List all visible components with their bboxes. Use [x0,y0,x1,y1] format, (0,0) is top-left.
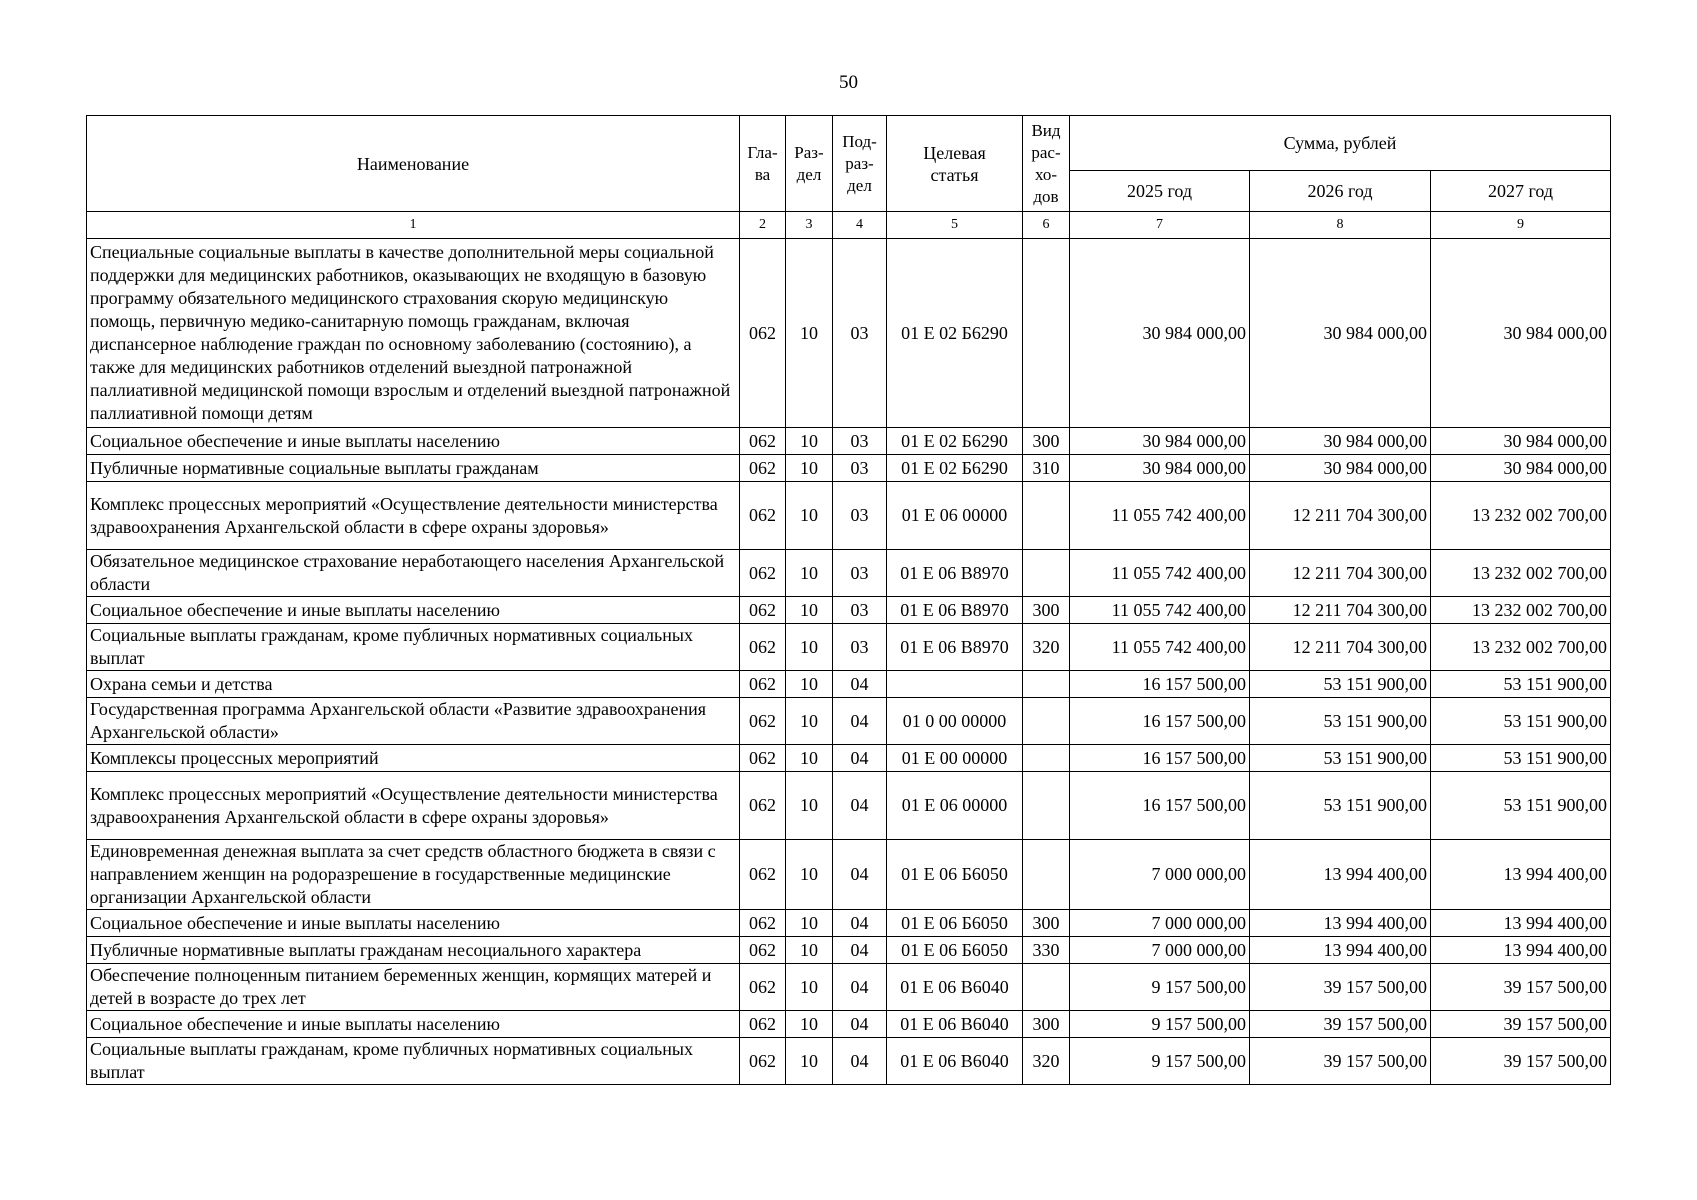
table-row [87,840,1611,910]
cell-name: Обязательное медицинское страхование неработающего населения Архангельской области [87,550,740,597]
cell-razdel: 10 [786,1038,833,1085]
cell-2026: 53 151 900,00 [1250,671,1431,698]
cell-razdel: 10 [786,772,833,840]
cell-2026: 39 157 500,00 [1250,964,1431,1011]
cell-podrazdel: 04 [833,698,887,745]
cell-vid [1023,840,1070,910]
column-number: 4 [833,212,887,239]
cell-glava: 062 [740,482,786,550]
cell-glava: 062 [740,428,786,455]
cell-vid: 300 [1023,910,1070,937]
header-2027: 2027 год [1431,171,1611,212]
cell-2027: 13 232 002 700,00 [1431,482,1611,550]
cell-vid [1023,482,1070,550]
cell-razdel: 10 [786,910,833,937]
cell-target: 01 Е 02 Б6290 [887,428,1023,455]
cell-target: 01 Е 06 В8970 [887,597,1023,624]
cell-name: Социальные выплаты гражданам, кроме публичных нормативных социальных выплат [87,624,740,671]
cell-podrazdel: 04 [833,1038,887,1085]
cell-name: Социальное обеспечение и иные выплаты населению [87,428,740,455]
cell-target: 01 Е 06 В8970 [887,550,1023,597]
column-number: 6 [1023,212,1070,239]
cell-2026: 12 211 704 300,00 [1250,550,1431,597]
table-body [87,212,1611,1085]
budget-table [86,115,1611,1085]
column-number: 1 [87,212,740,239]
cell-2026: 12 211 704 300,00 [1250,482,1431,550]
cell-podrazdel: 04 [833,937,887,964]
cell-2026: 13 994 400,00 [1250,910,1431,937]
cell-2027: 53 151 900,00 [1431,698,1611,745]
cell-2026: 39 157 500,00 [1250,1011,1431,1038]
cell-2027: 13 994 400,00 [1431,840,1611,910]
table-row [87,937,1611,964]
cell-2026: 30 984 000,00 [1250,455,1431,482]
cell-2027: 13 232 002 700,00 [1431,550,1611,597]
table-row [87,550,1611,597]
table-row [87,1011,1611,1038]
cell-target: 01 Е 06 В6040 [887,1038,1023,1085]
table-row [87,597,1611,624]
cell-2026: 30 984 000,00 [1250,428,1431,455]
cell-2027: 30 984 000,00 [1431,239,1611,428]
cell-2027: 13 994 400,00 [1431,910,1611,937]
cell-name: Комплекс процессных мероприятий «Осуществление деятельности министерства здравоохранения Архангельской области в сфере охраны здоровья» [87,772,740,840]
cell-target [887,671,1023,698]
page-number: 50 [839,72,858,93]
cell-vid: 320 [1023,624,1070,671]
cell-podrazdel: 03 [833,624,887,671]
cell-razdel: 10 [786,671,833,698]
cell-vid [1023,550,1070,597]
cell-vid [1023,964,1070,1011]
header-podrazdel: Под- раз- дел [833,116,887,212]
cell-vid: 300 [1023,428,1070,455]
column-number: 2 [740,212,786,239]
cell-glava: 062 [740,671,786,698]
cell-2026: 12 211 704 300,00 [1250,624,1431,671]
cell-name: Комплекс процессных мероприятий «Осуществление деятельности министерства здравоохранения Архангельской области в сфере охраны здоровья» [87,482,740,550]
cell-name: Специальные социальные выплаты в качестве дополнительной меры социальной поддержки для медицинских работников, оказывающих не входящую в базовую программу обязательного медицинского страхования скорую медицинскую помощь, первичную медико-санитарную помощь гражданам, включая диспансерное наблюдение граждан по основному заболеванию (состоянию), а также для медицинских работников отделений выездной патронажной паллиативной медицинской помощи взрослым и отделений выездной патронажной паллиативной помощи детям [87,239,740,428]
cell-vid [1023,772,1070,840]
header-2026: 2026 год [1250,171,1431,212]
cell-2027: 13 232 002 700,00 [1431,597,1611,624]
cell-name: Социальное обеспечение и иные выплаты населению [87,597,740,624]
cell-razdel: 10 [786,745,833,772]
cell-2026: 53 151 900,00 [1250,745,1431,772]
cell-name: Государственная программа Архангельской области «Развитие здравоохранения Архангельской области» [87,698,740,745]
cell-2027: 39 157 500,00 [1431,1011,1611,1038]
cell-target: 01 Е 06 В6040 [887,964,1023,1011]
table-row [87,624,1611,671]
cell-2025: 7 000 000,00 [1070,910,1250,937]
cell-podrazdel: 04 [833,964,887,1011]
cell-2025: 11 055 742 400,00 [1070,482,1250,550]
table-header [87,116,1611,212]
cell-target: 01 Е 06 00000 [887,482,1023,550]
cell-razdel: 10 [786,840,833,910]
cell-2027: 13 994 400,00 [1431,937,1611,964]
cell-vid: 310 [1023,455,1070,482]
cell-podrazdel: 03 [833,550,887,597]
cell-podrazdel: 04 [833,1011,887,1038]
cell-2025: 11 055 742 400,00 [1070,597,1250,624]
column-number: 5 [887,212,1023,239]
cell-2025: 16 157 500,00 [1070,671,1250,698]
cell-glava: 062 [740,597,786,624]
cell-target: 01 Е 06 Б6050 [887,910,1023,937]
cell-2025: 7 000 000,00 [1070,937,1250,964]
cell-name: Комплексы процессных мероприятий [87,745,740,772]
cell-2026: 13 994 400,00 [1250,937,1431,964]
cell-razdel: 10 [786,482,833,550]
cell-target: 01 Е 06 В6040 [887,1011,1023,1038]
cell-vid [1023,698,1070,745]
cell-podrazdel: 03 [833,428,887,455]
table-row [87,772,1611,840]
cell-target: 01 Е 06 00000 [887,772,1023,840]
cell-2027: 30 984 000,00 [1431,455,1611,482]
cell-razdel: 10 [786,698,833,745]
table-row [87,698,1611,745]
cell-glava: 062 [740,550,786,597]
header-target: Целевая статья [887,116,1023,212]
cell-2026: 12 211 704 300,00 [1250,597,1431,624]
table-row [87,671,1611,698]
cell-2025: 9 157 500,00 [1070,1011,1250,1038]
cell-podrazdel: 03 [833,239,887,428]
cell-name: Социальные выплаты гражданам, кроме публичных нормативных социальных выплат [87,1038,740,1085]
cell-2027: 30 984 000,00 [1431,428,1611,455]
cell-podrazdel: 04 [833,772,887,840]
cell-razdel: 10 [786,239,833,428]
cell-2025: 11 055 742 400,00 [1070,550,1250,597]
table-row [87,482,1611,550]
cell-glava: 062 [740,772,786,840]
cell-glava: 062 [740,624,786,671]
column-number: 7 [1070,212,1250,239]
cell-vid: 330 [1023,937,1070,964]
cell-2026: 53 151 900,00 [1250,698,1431,745]
column-number-row [87,212,1611,239]
table-row [87,1038,1611,1085]
cell-target: 01 Е 06 Б6050 [887,937,1023,964]
cell-glava: 062 [740,937,786,964]
cell-2027: 53 151 900,00 [1431,772,1611,840]
cell-name: Социальное обеспечение и иные выплаты населению [87,1011,740,1038]
header-razdel: Раз- дел [786,116,833,212]
table-row [87,910,1611,937]
cell-razdel: 10 [786,937,833,964]
cell-2026: 30 984 000,00 [1250,239,1431,428]
cell-glava: 062 [740,1038,786,1085]
cell-vid: 300 [1023,1011,1070,1038]
cell-vid: 300 [1023,597,1070,624]
cell-2025: 16 157 500,00 [1070,745,1250,772]
cell-podrazdel: 04 [833,671,887,698]
cell-podrazdel: 03 [833,455,887,482]
cell-name: Обеспечение полноценным питанием беременных женщин, кормящих матерей и детей в возрасте до трех лет [87,964,740,1011]
header-glava: Гла- ва [740,116,786,212]
cell-glava: 062 [740,698,786,745]
cell-name: Единовременная денежная выплата за счет средств областного бюджета в связи с направлением женщин на родоразрешение в государственные медицинские организации Архангельской области [87,840,740,910]
cell-razdel: 10 [786,455,833,482]
cell-target: 01 0 00 00000 [887,698,1023,745]
column-number: 8 [1250,212,1431,239]
cell-2025: 16 157 500,00 [1070,698,1250,745]
cell-2026: 53 151 900,00 [1250,772,1431,840]
cell-name: Публичные нормативные социальные выплаты гражданам [87,455,740,482]
cell-glava: 062 [740,964,786,1011]
cell-glava: 062 [740,1011,786,1038]
cell-2026: 39 157 500,00 [1250,1038,1431,1085]
column-number: 3 [786,212,833,239]
cell-target: 01 Е 00 00000 [887,745,1023,772]
cell-glava: 062 [740,910,786,937]
cell-2025: 9 157 500,00 [1070,964,1250,1011]
cell-glava: 062 [740,745,786,772]
header-sum: Сумма, рублей [1070,116,1611,171]
cell-razdel: 10 [786,550,833,597]
header-2025: 2025 год [1070,171,1250,212]
cell-2025: 7 000 000,00 [1070,840,1250,910]
table-row [87,455,1611,482]
cell-glava: 062 [740,239,786,428]
cell-2027: 53 151 900,00 [1431,671,1611,698]
table-row [87,964,1611,1011]
cell-razdel: 10 [786,964,833,1011]
cell-razdel: 10 [786,1011,833,1038]
cell-2027: 39 157 500,00 [1431,964,1611,1011]
cell-podrazdel: 04 [833,745,887,772]
cell-podrazdel: 04 [833,840,887,910]
cell-2027: 13 232 002 700,00 [1431,624,1611,671]
cell-podrazdel: 03 [833,482,887,550]
table-row [87,745,1611,772]
cell-razdel: 10 [786,597,833,624]
cell-name: Публичные нормативные выплаты гражданам несоциального характера [87,937,740,964]
header-vid: Вид рас- хо- дов [1023,116,1070,212]
table-row [87,239,1611,428]
cell-glava: 062 [740,455,786,482]
column-number: 9 [1431,212,1611,239]
table-row [87,428,1611,455]
cell-name: Социальное обеспечение и иные выплаты населению [87,910,740,937]
cell-2025: 30 984 000,00 [1070,239,1250,428]
cell-razdel: 10 [786,428,833,455]
cell-target: 01 Е 06 В8970 [887,624,1023,671]
cell-2025: 9 157 500,00 [1070,1038,1250,1085]
cell-2025: 30 984 000,00 [1070,455,1250,482]
cell-2027: 39 157 500,00 [1431,1038,1611,1085]
cell-vid [1023,239,1070,428]
cell-target: 01 Е 02 Б6290 [887,239,1023,428]
cell-glava: 062 [740,840,786,910]
cell-vid: 320 [1023,1038,1070,1085]
cell-target: 01 Е 06 Б6050 [887,840,1023,910]
cell-target: 01 Е 02 Б6290 [887,455,1023,482]
cell-vid [1023,671,1070,698]
cell-2027: 53 151 900,00 [1431,745,1611,772]
cell-2025: 16 157 500,00 [1070,772,1250,840]
header-name: Наименование [87,116,740,212]
cell-2026: 13 994 400,00 [1250,840,1431,910]
cell-2025: 30 984 000,00 [1070,428,1250,455]
cell-2025: 11 055 742 400,00 [1070,624,1250,671]
cell-name: Охрана семьи и детства [87,671,740,698]
cell-podrazdel: 04 [833,910,887,937]
cell-razdel: 10 [786,624,833,671]
cell-vid [1023,745,1070,772]
cell-podrazdel: 03 [833,597,887,624]
